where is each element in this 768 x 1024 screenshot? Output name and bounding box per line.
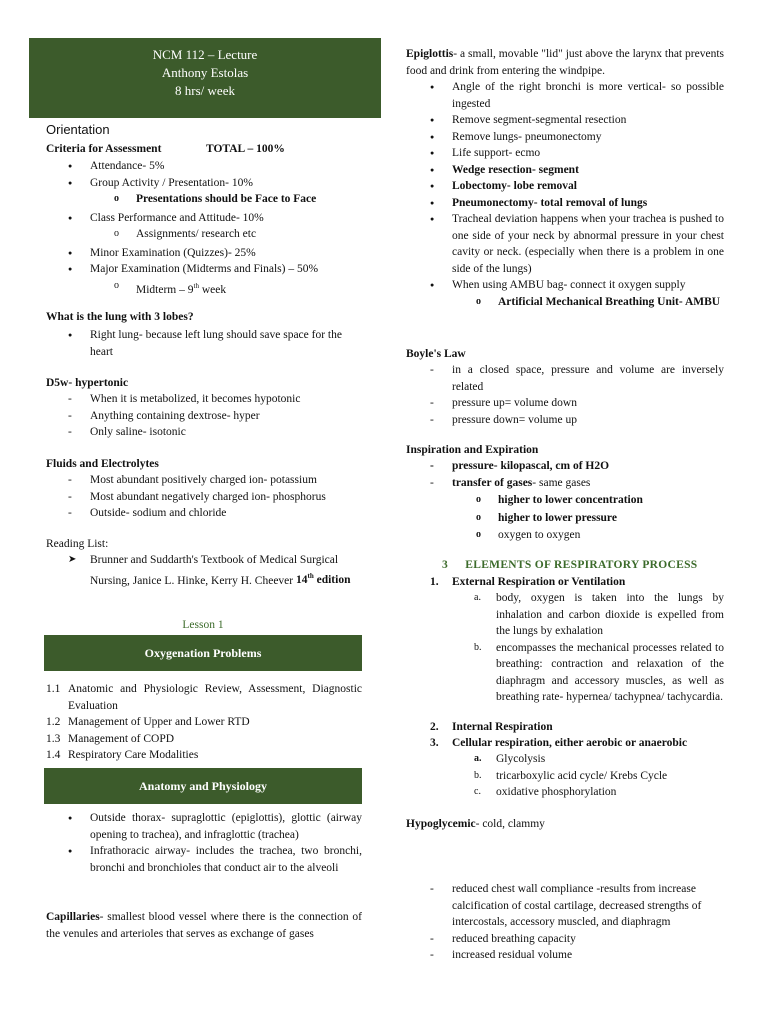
topic-text: Management of COPD — [68, 732, 175, 745]
edition-number: 14 — [295, 574, 308, 587]
list-item — [452, 475, 724, 492]
edition-text — [296, 574, 350, 586]
epiglottis-term: Epiglottis — [406, 48, 454, 60]
capillaries-paragraph — [46, 909, 362, 942]
course-title: NCM 112 – Lecture — [152, 47, 258, 62]
hypoglycemic-line — [406, 816, 545, 833]
list-item: - Anything containing dextrose- hyper — [90, 408, 360, 425]
aging-list — [452, 881, 724, 964]
list-item: - Most abundant positively charged ion- potassium — [90, 472, 365, 489]
midterm-text-end: week — [198, 283, 227, 296]
list-item: o oxygen to oxygen — [498, 527, 724, 544]
list-item: a. Glycolysis — [474, 753, 546, 765]
lesson-topics — [46, 681, 362, 764]
transfer-term: transfer of gases — [452, 476, 533, 489]
edition-sup: th — [307, 572, 314, 581]
list-item: - increased residual volume — [452, 947, 724, 964]
list-item: - Only saline- isotonic — [90, 424, 360, 441]
fluids-heading: Fluids and Electrolytes — [46, 458, 159, 470]
list-item: c. oxidative phosphorylation — [474, 786, 617, 798]
list-item: ● Tracheal deviation happens when your trachea is pushed to one side of your neck by abnormal pressure in your chest cavity or neck. (especially when there is a problem in one side of the lungs) — [452, 211, 724, 277]
list-item: ● Group Activity / Presentation- 10% — [90, 175, 360, 192]
element-text: tricarboxylic acid cycle/ Krebs Cycle — [496, 769, 668, 782]
d5w-list — [90, 391, 360, 441]
midterm-text: Midterm – 9 — [136, 283, 194, 296]
topic-item — [46, 714, 362, 731]
list-item: b. tricarboxylic acid cycle/ Krebs Cycle — [474, 769, 668, 782]
list-item: ● Infrathoracic airway- includes the trachea, two bronchi, bronchi and bronchioles that conduct air to the alveoli — [90, 843, 362, 876]
boyle-heading: Boyle's Law — [406, 348, 466, 360]
list-item: ● Lobectomy- lobe removal — [452, 178, 724, 195]
list-item: ● Right lung- because left lung should save space for the heart — [90, 327, 360, 360]
list-item: - reduced breathing capacity — [452, 931, 724, 948]
fluids-list — [90, 472, 365, 522]
topic-number: 1.1 — [46, 683, 61, 695]
lung-answer-list — [90, 327, 360, 360]
course-hours: 8 hrs/ week — [175, 83, 235, 98]
element-1: 1. External Respiration or Ventilation — [430, 576, 626, 588]
edition-word: edition — [313, 574, 351, 587]
topic-text: Respiratory Care Modalities — [68, 749, 199, 761]
topic-text: Anatomic and Physiologic Review, Assessment, Diagnostic Evaluation — [68, 683, 362, 712]
anatomy-banner: Anatomy and Physiology — [44, 768, 362, 804]
hypoglycemic-term: Hypoglycemic — [406, 818, 476, 830]
element-title: Internal Respiration — [452, 721, 553, 733]
hypoglycemic-definition: - cold, clammy — [475, 818, 545, 830]
element-2: 2. Internal Respiration — [430, 721, 553, 733]
list-item: ● Pneumonectomy- total removal of lungs — [452, 195, 724, 212]
criteria-list — [90, 158, 360, 298]
element-title: Cellular respiration, either aerobic or anaerobic — [452, 737, 688, 749]
elements-title: ELEMENTS OF RESPIRATORY PROCESS — [465, 559, 698, 571]
list-item: o Artificial Mechanical Breathing Unit- AMBU — [498, 294, 724, 311]
element-text: oxidative phosphorylation — [496, 786, 617, 798]
topic-number: 1.3 — [46, 732, 61, 745]
list-item: o Assignments/ research etc — [136, 226, 360, 243]
list-item: ● Attendance- 5% — [90, 158, 360, 175]
topic-number: 1.4 — [46, 749, 61, 761]
list-item: a. body, oxygen is taken into the lungs by inhalation and carbon dioxide is expelled from the lungs by exhalation — [474, 592, 724, 637]
list-item: ● When using AMBU bag- connect it oxygen supply — [452, 277, 724, 294]
lung-question: What is the lung with 3 lobes? — [46, 311, 194, 323]
topic-item — [46, 747, 362, 764]
lesson-label: Lesson 1 — [182, 619, 224, 631]
list-item: o higher to lower concentration — [498, 492, 724, 509]
epiglottis-list — [452, 79, 724, 310]
anatomy-list — [90, 810, 362, 876]
d5w-heading: D5w- hypertonic — [46, 377, 129, 389]
epiglottis-definition: - a small, movable "lid" just above the larynx that prevents food and drink from entering the windpipe. — [406, 48, 724, 77]
element-3: 3. Cellular respiration, either aerobic or anaerobic — [430, 737, 688, 749]
list-item: - pressure down= volume up — [452, 412, 724, 429]
list-item: - pressure up= volume down — [452, 395, 724, 412]
midterm-sup: th — [193, 281, 199, 290]
list-item: - Most abundant negatively charged ion- phosphorus — [90, 489, 365, 506]
list-item: - Outside- sodium and chloride — [90, 505, 365, 522]
inspiration-list — [452, 458, 724, 544]
list-item: ● Class Performance and Attitude- 10% — [90, 210, 360, 227]
list-item: ● Wedge resection- segment — [452, 162, 724, 179]
topic-number: 1.2 — [46, 716, 61, 728]
oxygenation-banner: Oxygenation Problems — [44, 635, 362, 671]
list-item — [90, 552, 365, 589]
transfer-rest: - same gases — [532, 476, 591, 489]
reading-text: Brunner and Suddarth's Textbook of Medical Surgical Nursing, Janice L. Hinke, Kerry H. Cheever — [90, 554, 339, 587]
total-label: TOTAL – 100% — [206, 143, 285, 155]
element-text: encompasses the mechanical processes related to breathing: contraction and relaxation of the diaphragm and accessory muscles, as well as breathing rate- hypernea/ tachypnea/ tachycardia. — [496, 641, 724, 703]
element-3-list — [474, 751, 724, 801]
element-1-list — [474, 590, 724, 706]
list-item: ● Angle of the right bronchi is more vertical- so possible ingested — [452, 79, 724, 112]
element-title: External Respiration or Ventilation — [452, 576, 626, 588]
epiglottis-paragraph — [406, 46, 724, 79]
list-item: - pressure- kilopascal, cm of H2O — [452, 458, 724, 475]
topic-item — [46, 731, 362, 748]
inspiration-heading: Inspiration and Expiration — [406, 444, 539, 456]
element-text: body, oxygen is taken into the lungs by inhalation and carbon dioxide is expelled from the lungs by exhalation — [496, 592, 724, 637]
criteria-label: Criteria for Assessment — [46, 143, 162, 155]
reading-heading: Reading List: — [46, 538, 109, 550]
list-item: - reduced chest wall compliance -results from increase calcification of costal cartilage, decreased strengths of intercostals, accessory muscled, and diaphragm — [452, 881, 724, 931]
list-item: ● Life support- ecmo — [452, 145, 724, 162]
criteria-row — [46, 141, 346, 158]
element-text: Glycolysis — [496, 753, 546, 765]
list-item: ● Outside thorax- supraglottic (epiglottis), glottic (airway opening to trachea), and infraglottic (trachea) — [90, 810, 362, 843]
title-banner — [29, 38, 381, 118]
topic-item — [46, 681, 362, 714]
list-item: ● Major Examination (Midterms and Finals) – 50% — [90, 261, 360, 278]
list-item: ● Minor Examination (Quizzes)- 25% — [90, 245, 360, 262]
list-item: ● Remove segment-segmental resection — [452, 112, 724, 129]
reading-list — [90, 552, 365, 589]
elements-heading — [442, 557, 732, 574]
list-item — [136, 278, 360, 298]
capillaries-definition: - smallest blood vessel where there is the connection of the venules and arterioles that serves as exchange of gases — [46, 911, 362, 940]
elements-number: 3 — [442, 559, 449, 571]
list-item: - When it is metabolized, it becomes hypotonic — [90, 391, 360, 408]
topic-text: Management of Upper and Lower RTD — [68, 716, 250, 728]
list-item: ● Remove lungs- pneumonectomy — [452, 129, 724, 146]
list-item: - in a closed space, pressure and volume are inversely related — [452, 362, 724, 395]
instructor-name: Anthony Estolas — [161, 65, 249, 80]
list-item: o Presentations should be Face to Face — [136, 191, 360, 208]
list-item: o higher to lower pressure — [498, 510, 724, 527]
boyle-list — [452, 362, 724, 428]
list-item: b. encompasses the mechanical processes related to breathing: contraction and relaxation of the diaphragm and accessory muscles, as well as breathing rate- hypernea/ tachypnea/ tachycardia. — [474, 641, 724, 703]
orientation-heading: Orientation — [46, 122, 110, 137]
capillaries-term: Capillaries — [46, 911, 100, 923]
